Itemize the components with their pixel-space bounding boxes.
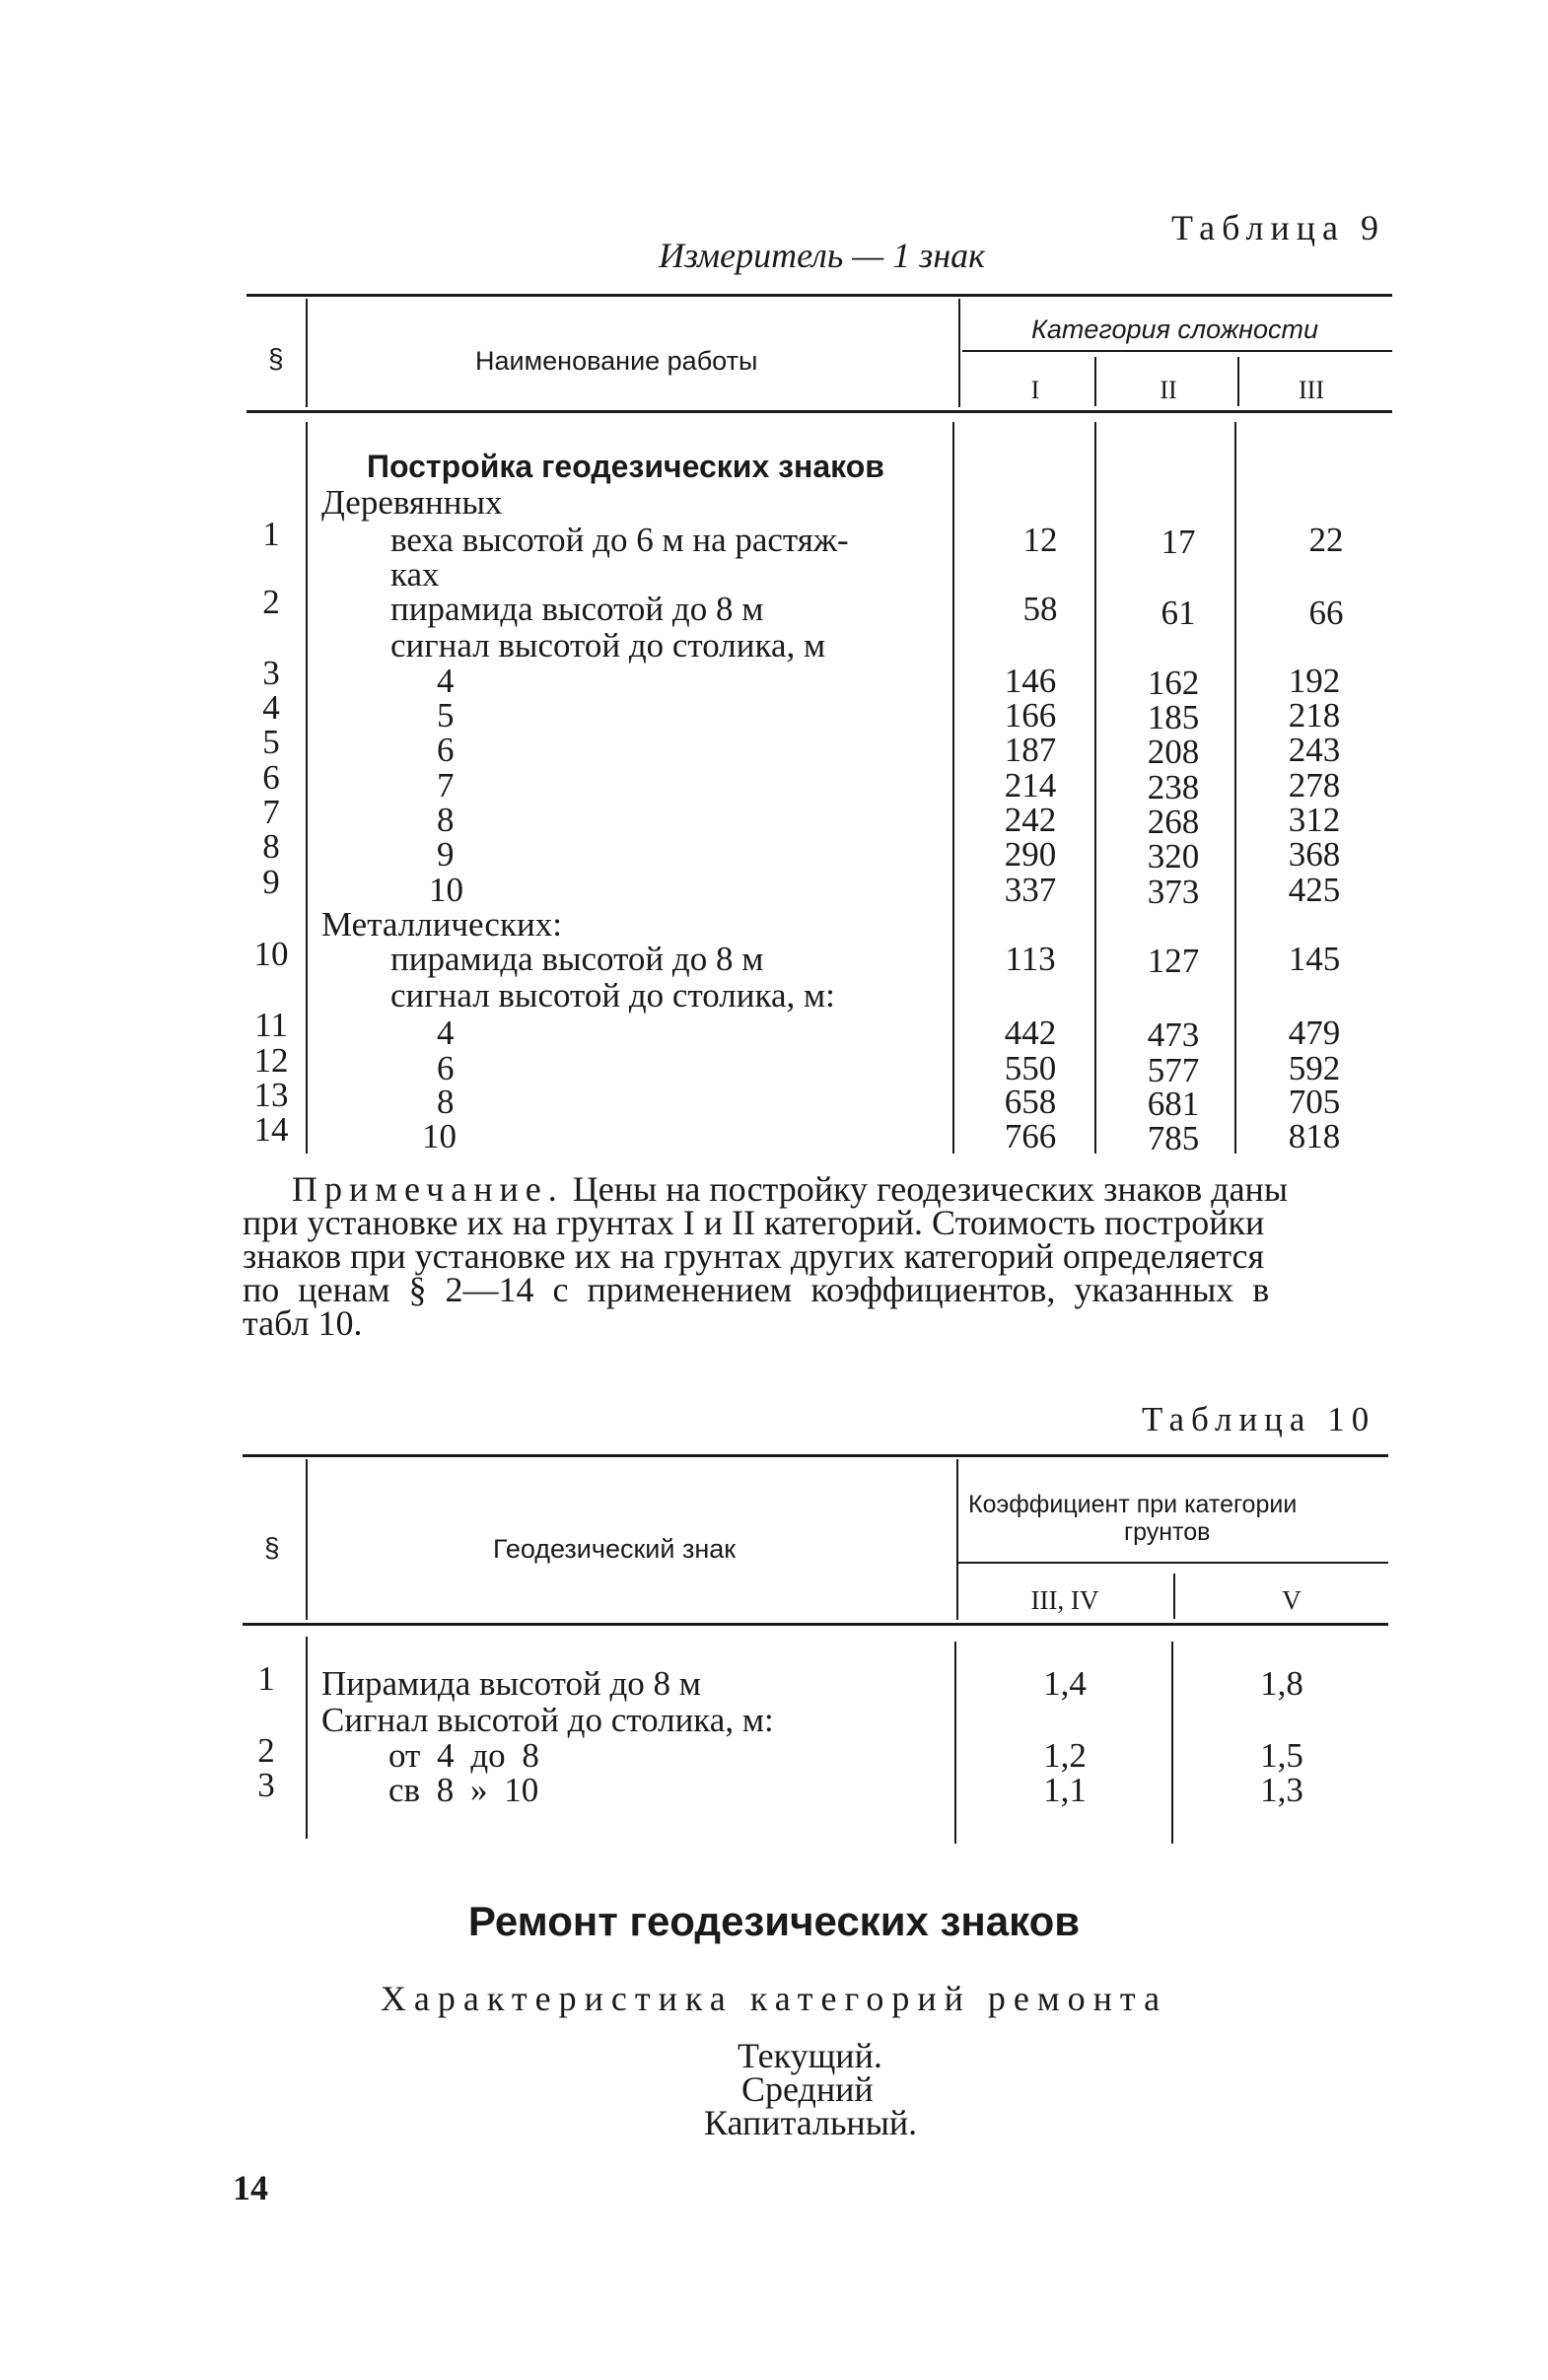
table9-cell-cat3: 818 [1288,1117,1341,1155]
note-line: по ценам § 2—14 с применением коэффициентов, указанных в [243,1270,1270,1309]
table10-cell-cat2: 1,3 [1260,1771,1303,1809]
table9-subgroup-metal: Металлических: [321,905,562,944]
table9-row-number: 2 [262,583,280,621]
table9-col-divider [1237,357,1239,406]
table9-cell-cat2: 61 [1161,594,1196,632]
table9-cell-cat3: 192 [1288,662,1341,700]
note-line: знаков при установке их на грунтах других категорий определяется [243,1236,1265,1276]
table9-caption: Таблица 9 [1171,208,1385,247]
table9-header-rule [246,410,1392,413]
table10-header-rule [243,1623,1388,1626]
table9-cell-cat2: 268 [1147,803,1200,841]
table9-row-number: 14 [253,1110,289,1149]
table9-cell-cat2: 473 [1147,1015,1200,1054]
table9-col-divider [958,299,960,407]
table9-row-number: 1 [262,515,280,553]
table10-cell-cat2: 1,8 [1260,1664,1303,1703]
table9-header-section: § [268,343,284,374]
table9-cell-cat3: 145 [1288,940,1341,978]
table10-cell-cat1: 1,2 [1043,1736,1087,1775]
table9-row-name: 10 [429,871,463,909]
table9-cell-cat2: 208 [1147,733,1200,771]
table9-row-number: 6 [262,758,280,797]
table10-header-coef: Коэффициент при категории [968,1491,1298,1518]
table9-cell-cat1: 766 [1004,1117,1057,1155]
table9-header-category-group: Категория сложности [1031,315,1319,344]
table9-cell-cat1: 337 [1004,871,1057,909]
note-line [292,1171,1288,1207]
table9-cell-cat3: 66 [1308,594,1344,632]
repair-item: Текущий. [738,2036,882,2075]
table9-cell-cat3: 425 [1288,871,1341,909]
table9-cell-cat3: 22 [1308,521,1344,559]
table9-top-rule [246,294,1392,297]
table9-cell-cat1: 658 [1004,1083,1057,1121]
table9-header-cat-1: I [1030,376,1040,404]
table9-cell-cat3: 479 [1288,1014,1341,1052]
table9-cell-cat1: 290 [1004,835,1057,874]
table10-cell-cat2: 1,5 [1260,1736,1303,1775]
table10-row-label: Сигнал высотой до столика, м: [321,1701,774,1739]
table9-row-number: 10 [253,935,289,973]
table9-cell-cat2: 162 [1147,664,1200,702]
table9-header-cat-3: III [1299,376,1324,404]
table9-cell-cat1: 166 [1004,696,1057,735]
table10-cell-cat1: 1,1 [1043,1771,1087,1809]
table9-cell-cat1: 187 [1004,731,1057,769]
table9-cell-cat2: 17 [1161,523,1196,561]
table9-row-number: 9 [262,863,280,901]
table9-row-label: сигнал высотой до столика, м: [390,976,835,1015]
table9-cell-cat2: 238 [1147,768,1200,806]
table9-col-divider [1094,357,1096,406]
table9-col-divider [952,422,954,1154]
table10-caption: Таблица 10 [1142,1400,1376,1438]
table9-cell-cat3: 368 [1288,835,1341,874]
table9-cell-cat1: 442 [1004,1014,1057,1052]
table10-row-number: 2 [257,1731,275,1770]
table9-row-name: 6 [437,731,455,769]
table9-cell-cat1: 214 [1004,766,1057,805]
table9-row-name: 10 [422,1117,457,1155]
table9-row-number: 8 [262,827,280,866]
table9-row-name: 5 [437,696,455,735]
table9-col-divider [306,299,308,407]
table9-row-number: 11 [254,1006,288,1044]
table9-cell-cat2: 373 [1147,873,1200,911]
table10-row-number: 3 [257,1766,275,1804]
table9-cell-cat1: 146 [1004,662,1057,700]
table10-header-name: Геодезический знак [493,1534,737,1564]
table9-row-name: 8 [437,801,455,839]
table9-row-name: 6 [437,1049,455,1087]
table9-row-number: 12 [253,1041,289,1080]
table9-cell-cat2: 320 [1147,837,1200,875]
table10-row-number: 1 [257,1659,275,1698]
table9-row-name: пирамида высотой до 8 м [390,940,764,978]
table10-header-cat-2: V [1282,1585,1302,1615]
table9-subheader-rule [962,350,1392,352]
table9-row-name: 7 [437,766,455,805]
table9-cell-cat2: 185 [1147,698,1200,736]
table10-col-divider [1173,1574,1175,1619]
table9-group-heading: Постройка геодезических знаков [367,449,884,484]
table10-row-name: Пирамида высотой до 8 м [321,1664,701,1703]
table9-cell-cat3: 278 [1288,766,1341,805]
repair-item: Средний [741,2069,874,2109]
table9-cell-cat2: 785 [1147,1119,1200,1157]
table9-cell-cat3: 705 [1288,1083,1341,1121]
table9-row-number: 4 [262,688,280,727]
table10-top-rule [243,1454,1388,1457]
table9-cell-cat1: 12 [1022,521,1058,559]
table9-row-number: 13 [253,1076,289,1114]
table9-header-name: Наименование работы [475,346,758,376]
table9-cell-cat3: 218 [1288,696,1341,735]
table9-header-cat-2: II [1160,376,1177,404]
table9-cell-cat3: 243 [1288,731,1341,769]
table10-col-divider [306,1459,308,1620]
table9-col-divider [1094,422,1096,1154]
table10-header-coef: грунтов [1124,1518,1211,1546]
table10-header-section: § [264,1532,280,1563]
table9-measure: Измеритель — 1 знак [659,236,986,275]
page-number: 14 [233,2168,268,2207]
table9-row-number: 3 [262,654,280,692]
repair-subtitle: Характеристика категорий ремонта [380,1979,1168,2018]
table9-cell-cat2: 577 [1147,1051,1200,1089]
note-text: Цены на постройку геодезических знаков даны [572,1169,1289,1209]
table9-cell-cat3: 592 [1288,1049,1341,1087]
table10-col-divider [306,1637,308,1839]
table9-cell-cat1: 550 [1004,1049,1057,1087]
table9-row-number: 5 [262,723,280,761]
table9-row-name: веха высотой до 6 м на растяж- [390,521,849,559]
note-label: Примечание. [292,1169,564,1209]
table10-subheader-rule [958,1562,1388,1564]
table9-row-name: 4 [437,662,455,700]
table10-cell-cat1: 1,4 [1043,1664,1087,1703]
table9-row-name: пирамида высотой до 8 м [390,590,764,628]
note-line: табл 10. [243,1303,363,1343]
table9-cell-cat2: 681 [1147,1085,1200,1123]
table9-cell-cat1: 242 [1004,801,1057,839]
table9-row-name: 8 [437,1083,455,1121]
table9-row-name-cont: ках [390,555,440,594]
table10-header-cat-1: III, IV [1030,1585,1099,1615]
table9-cell-cat3: 312 [1288,801,1341,839]
repair-title: Ремонт геодезических знаков [467,1898,1081,1944]
table10-col-divider [954,1642,956,1844]
table9-cell-cat1: 113 [1005,940,1056,978]
table9-row-name: 4 [437,1014,455,1052]
table9-row-number: 7 [262,793,280,831]
table9-subgroup-wooden: Деревянных [321,483,503,522]
table9-col-divider [306,422,308,1154]
table10-row-name: от 4 до 8 [388,1736,539,1775]
table10-row-name: св 8 » 10 [388,1771,539,1809]
table9-row-name: 9 [437,835,455,874]
table9-col-divider [1234,422,1236,1154]
table9-cell-cat2: 127 [1147,942,1200,980]
table9-row-label: сигнал высотой до столика, м [390,626,826,665]
table9-cell-cat1: 58 [1022,590,1058,628]
repair-item: Капитальный. [704,2103,918,2142]
table10-col-divider [1171,1642,1173,1844]
note-line: при установке их на грунтах I и II категорий. Стоимость постройки [243,1203,1265,1242]
table10-col-divider [956,1459,958,1620]
